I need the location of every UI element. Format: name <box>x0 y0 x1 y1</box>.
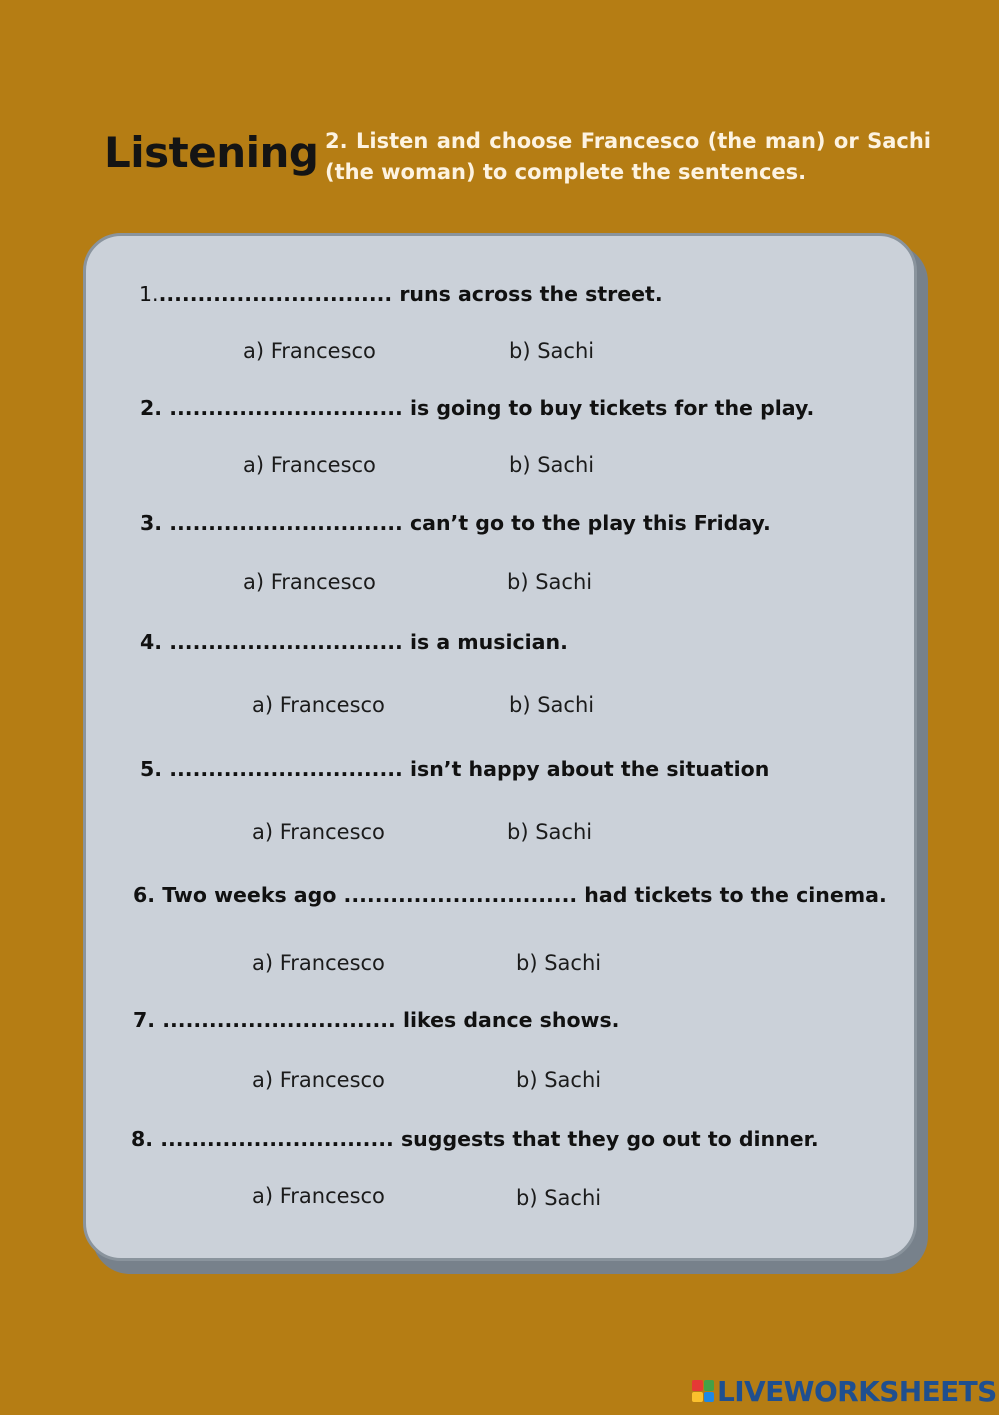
question-1 <box>139 282 663 306</box>
question-card <box>83 233 917 1261</box>
option-b-q7[interactable]: b) Sachi <box>516 1068 602 1092</box>
option-a-q3[interactable]: a) Francesco <box>243 570 376 594</box>
option-a-q1[interactable]: a) Francesco <box>243 339 376 363</box>
question-8 <box>131 1127 819 1151</box>
option-a-q5[interactable]: a) Francesco <box>252 820 385 844</box>
question-text: .............................. is a musician. <box>169 630 568 654</box>
question-number: 8. <box>131 1127 154 1151</box>
question-number: 6. <box>133 883 156 907</box>
question-6 <box>133 883 887 907</box>
option-a-q2[interactable]: a) Francesco <box>243 453 376 477</box>
logo-tile-2 <box>704 1380 715 1391</box>
page-title: Listening <box>104 128 319 177</box>
option-b-q5[interactable]: b) Sachi <box>507 820 593 844</box>
option-a-q8[interactable]: a) Francesco <box>252 1184 385 1208</box>
logo-text: LIVEWORKSHEETS <box>717 1374 997 1408</box>
question-text: .............................. runs across the street. <box>158 282 663 306</box>
question-text: .............................. likes dance shows. <box>162 1008 620 1032</box>
question-number: 4. <box>140 630 163 654</box>
option-a-q6[interactable]: a) Francesco <box>252 951 385 975</box>
question-text: Two weeks ago .............................. had tickets to the cinema. <box>162 883 887 907</box>
question-number: 7. <box>133 1008 156 1032</box>
question-text: .............................. can’t go to the play this Friday. <box>169 511 771 535</box>
option-a-q7[interactable]: a) Francesco <box>252 1068 385 1092</box>
option-a-q4[interactable]: a) Francesco <box>252 693 385 717</box>
question-text: .............................. suggests that they go out to dinner. <box>160 1127 819 1151</box>
question-7 <box>133 1008 619 1032</box>
question-5 <box>140 757 769 781</box>
option-b-q6[interactable]: b) Sachi <box>516 951 602 975</box>
liveworksheets-logo[interactable] <box>692 1374 997 1408</box>
option-b-q2[interactable]: b) Sachi <box>509 453 595 477</box>
question-number: 5. <box>140 757 163 781</box>
option-b-q3[interactable]: b) Sachi <box>507 570 593 594</box>
question-number: 2. <box>140 396 163 420</box>
logo-tile-3 <box>692 1392 703 1403</box>
question-text: .............................. is going to buy tickets for the play. <box>169 396 815 420</box>
question-4 <box>140 630 568 654</box>
liveworksheets-icon <box>692 1380 714 1402</box>
option-b-q4[interactable]: b) Sachi <box>509 693 595 717</box>
option-b-q8[interactable]: b) Sachi <box>516 1186 602 1210</box>
option-b-q1[interactable]: b) Sachi <box>509 339 595 363</box>
question-number: 1. <box>139 282 159 306</box>
question-2 <box>140 396 814 420</box>
exercise-instruction: 2. Listen and choose Francesco (the man) or Sachi (the woman) to complete the sentences. <box>325 129 931 184</box>
question-3 <box>140 511 771 535</box>
logo-tile-1 <box>692 1380 703 1391</box>
question-number: 3. <box>140 511 163 535</box>
question-text: .............................. isn’t happy about the situation <box>169 757 770 781</box>
logo-tile-4 <box>704 1392 715 1403</box>
